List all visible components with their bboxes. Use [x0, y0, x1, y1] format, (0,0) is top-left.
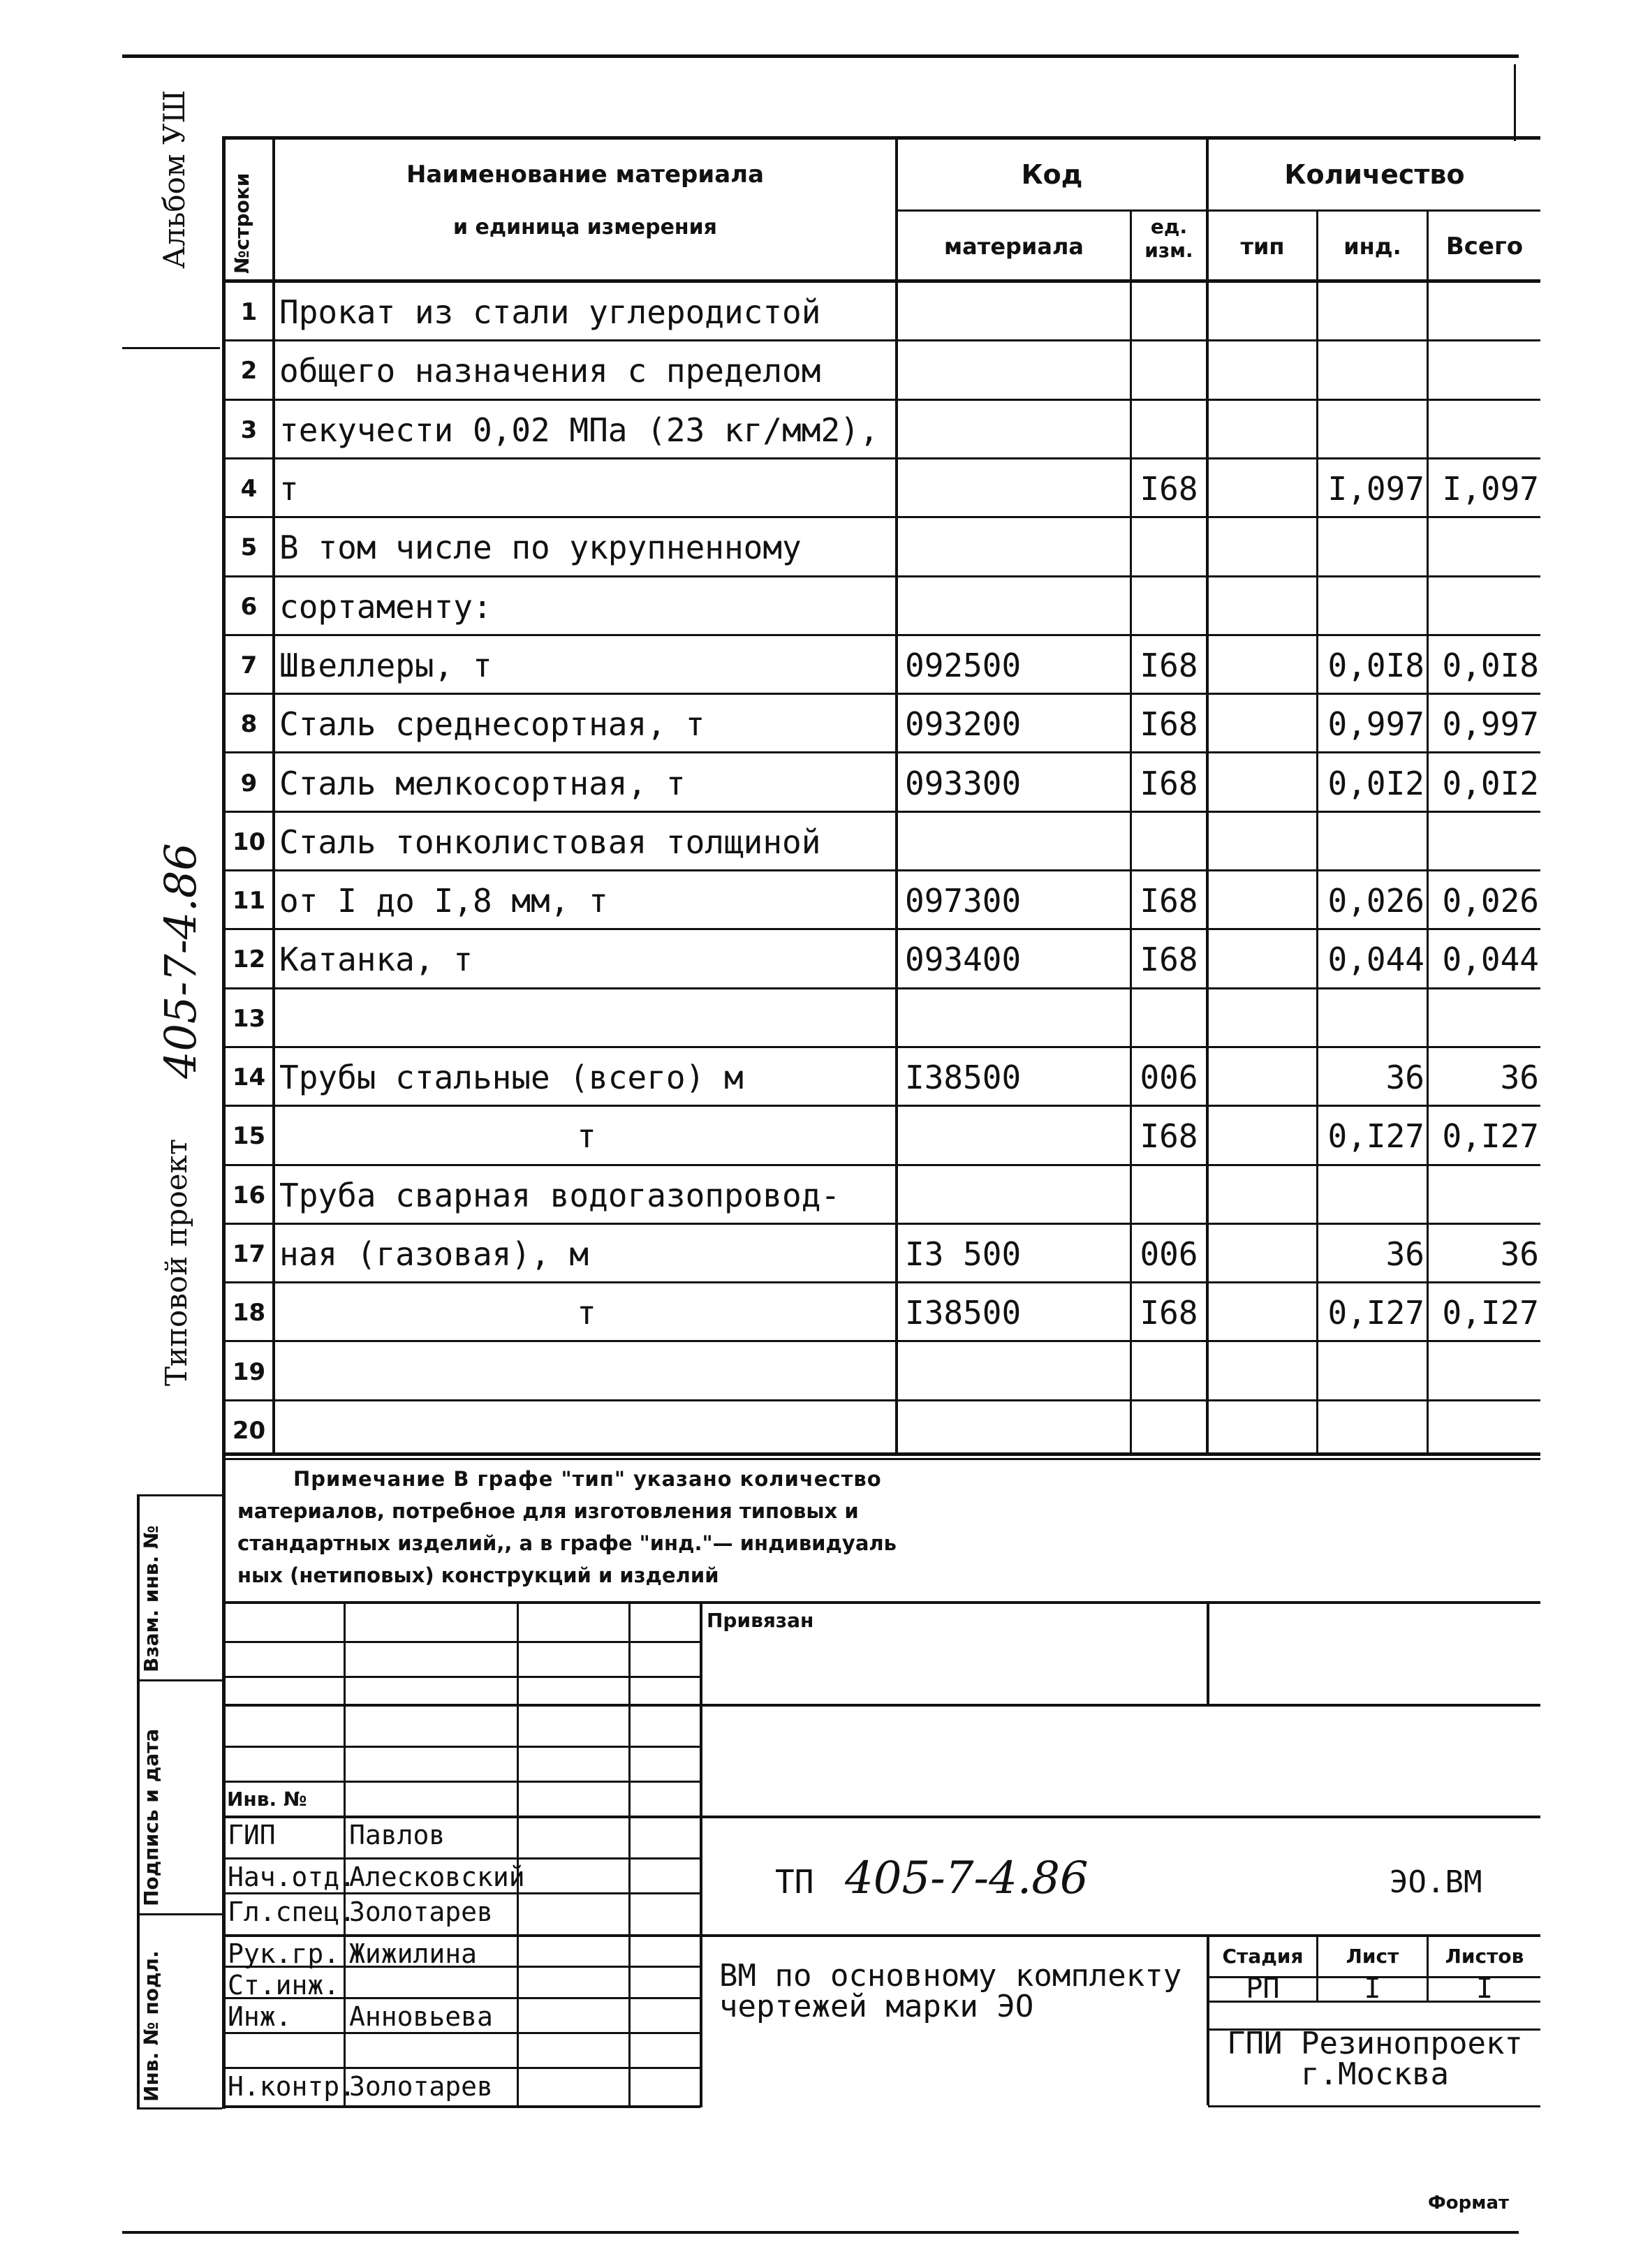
row-ind-cell: [1318, 1166, 1424, 1225]
row-unit-cell: [1132, 341, 1206, 400]
row-code-cell: [905, 518, 1130, 577]
row-ind-cell: I,097: [1327, 470, 1424, 508]
row-unit-cell: I68: [1140, 705, 1198, 744]
row-total-cell: 0,044: [1442, 941, 1539, 979]
row-ind-cell: [1318, 989, 1424, 1048]
row-code-cell: [905, 341, 1130, 400]
code-material-header: материала: [944, 233, 1084, 260]
row-total-cell: [1429, 518, 1539, 577]
row-ind-cell: [1318, 577, 1424, 636]
row-n-cell: 7: [240, 651, 258, 679]
row-name-cell: т: [279, 470, 299, 508]
row-type-cell: [1209, 1048, 1316, 1107]
row-code-cell: [905, 1166, 1130, 1225]
vzam-label: Взам. инв. №: [140, 1525, 163, 1672]
row-code-cell: [905, 813, 1130, 871]
row-total-cell: [1429, 813, 1539, 871]
signature-role: ГИП: [228, 1820, 276, 1850]
row-ind-cell: [1318, 1342, 1424, 1401]
row-name-cell: Сталь среднесортная, т: [279, 705, 705, 744]
name-header-line2: и единица измерения: [453, 214, 717, 240]
project-number-vertical: 405-7-4.86: [155, 843, 206, 1079]
row-ind-cell: 36: [1385, 1235, 1424, 1273]
row-number-header: №строки: [230, 172, 253, 274]
row-type-cell: [1209, 930, 1316, 989]
row-n-cell: 10: [232, 827, 266, 856]
row-unit-cell: I68: [1140, 882, 1198, 920]
row-type-cell: [1209, 459, 1316, 518]
qty-group-header: Количество: [1284, 159, 1465, 190]
row-total-cell: [1429, 577, 1539, 636]
note-line3: стандартных изделий,, а в графе "инд."— индивидуаль: [237, 1531, 897, 1555]
row-code-cell: 093200: [905, 705, 1022, 744]
note: [237, 1463, 897, 1591]
signature-name: Золотарев: [349, 1897, 493, 1927]
row-unit-cell: 006: [1140, 1059, 1198, 1097]
row-unit-cell: I68: [1140, 646, 1198, 684]
signature-name: Алесковский: [349, 1862, 525, 1892]
row-total-cell: 0,0I8: [1442, 646, 1539, 684]
code-group-header: Код: [1021, 159, 1083, 190]
row-unit-cell: [1132, 813, 1206, 871]
row-total-cell: 36: [1500, 1235, 1539, 1273]
signature-name: Анновьева: [349, 2001, 493, 2032]
row-unit-cell: [1132, 1166, 1206, 1225]
row-code-cell: 092500: [905, 646, 1022, 684]
row-code-cell: 097300: [905, 882, 1022, 920]
project-label: Типовой проект: [159, 1138, 193, 1386]
row-name-cell: В том числе по укрупненному: [279, 529, 802, 567]
row-total-cell: [1429, 341, 1539, 400]
row-ind-cell: [1318, 401, 1424, 459]
unit-header: [1132, 215, 1206, 263]
row-type-cell: [1209, 636, 1316, 695]
row-n-cell: 20: [232, 1416, 266, 1445]
row-name-cell: Трубы стальные (всего) м: [279, 1059, 744, 1097]
row-unit-cell: [1132, 518, 1206, 577]
row-n-cell: 1: [240, 298, 258, 327]
qty-ind-header: инд.: [1343, 233, 1401, 260]
row-unit-cell: [1132, 401, 1206, 459]
row-n-cell: 13: [232, 1004, 266, 1033]
row-ind-cell: 36: [1385, 1059, 1424, 1097]
row-type-cell: [1209, 753, 1316, 812]
row-name-cell: сортаменту:: [279, 587, 492, 626]
row-total-cell: 0,0I2: [1442, 764, 1539, 802]
row-unit-cell: I68: [1140, 1294, 1198, 1332]
row-type-cell: [1209, 989, 1316, 1048]
row-n-cell: 9: [240, 769, 258, 797]
org-line1: ГПИ Резинопроект: [1227, 2026, 1523, 2061]
row-ind-cell: 0,026: [1327, 882, 1424, 920]
row-name-cell: Швеллеры, т: [279, 646, 492, 684]
row-name-cell: ная (газовая), м: [279, 1235, 589, 1273]
row-n-cell: 8: [240, 710, 258, 739]
row-ind-cell: 0,0I2: [1327, 764, 1424, 802]
row-total-cell: [1429, 1342, 1539, 1401]
signature-name: Жижилина: [349, 1938, 478, 1969]
row-name-cell: Сталь тонколистовая толщиной: [279, 823, 821, 861]
row-code-cell: I38500: [905, 1294, 1022, 1332]
sheets-label: Листов: [1445, 1944, 1524, 1968]
signature-role: Н.контр.: [228, 2071, 356, 2102]
row-code-cell: 093300: [905, 764, 1022, 802]
row-code-cell: [905, 1107, 1130, 1165]
format-label: Формат: [1428, 2193, 1510, 2214]
row-type-cell: [1209, 695, 1316, 753]
row-total-cell: [1429, 989, 1539, 1048]
row-total-cell: 36: [1500, 1059, 1539, 1097]
row-name-cell: т: [577, 1294, 596, 1332]
row-ind-cell: 0,I27: [1327, 1117, 1424, 1156]
row-name-cell: т: [577, 1117, 596, 1156]
row-total-cell: I,097: [1442, 470, 1539, 508]
row-ind-cell: 0,I27: [1327, 1294, 1424, 1332]
organization: [1209, 2028, 1540, 2090]
row-name-cell: Прокат из стали углеродистой: [279, 293, 821, 332]
row-code-cell: [905, 459, 1130, 518]
row-type-cell: [1209, 1342, 1316, 1401]
row-n-cell: 17: [232, 1239, 266, 1268]
doc-code: ТП: [775, 1863, 814, 1901]
row-code-cell: [905, 1342, 1130, 1401]
row-name-cell: общего назначения с пределом: [279, 352, 821, 390]
row-ind-cell: [1318, 341, 1424, 400]
row-ind-cell: 0,0I8: [1327, 646, 1424, 684]
qty-total-header: Всего: [1445, 232, 1524, 260]
row-unit-cell: I68: [1140, 764, 1198, 802]
row-ind-cell: [1318, 1401, 1424, 1460]
row-name-cell: Катанка, т: [279, 941, 473, 979]
signature-role: Инж.: [228, 2001, 292, 2032]
row-code-cell: I38500: [905, 1059, 1022, 1097]
row-name-cell: [279, 1401, 894, 1460]
row-ind-cell: [1318, 813, 1424, 871]
row-type-cell: [1209, 341, 1316, 400]
row-code-cell: [905, 401, 1130, 459]
row-total-cell: 0,026: [1442, 882, 1539, 920]
doc-title-line2: чертежей марки ЭО: [719, 1989, 1034, 2024]
row-type-cell: [1209, 871, 1316, 930]
doc-number: 405-7-4.86: [845, 1853, 1089, 1904]
org-line2: г.Москва: [1301, 2056, 1449, 2092]
inv-no-label: Инв. №: [227, 1787, 307, 1811]
sheet-label: Лист: [1346, 1944, 1399, 1968]
row-n-cell: 16: [232, 1181, 266, 1209]
row-name-cell: текучести 0,02 МПа (23 кг/мм2),: [279, 411, 879, 449]
qty-type-header: тип: [1240, 233, 1285, 260]
row-type-cell: [1209, 813, 1316, 871]
signature-role: Рук.гр.: [228, 1938, 340, 1969]
row-n-cell: 14: [232, 1063, 266, 1092]
row-total-cell: 0,I27: [1442, 1294, 1539, 1332]
stage-value: РП: [1246, 1973, 1280, 2005]
album-label: Альбом УШ: [157, 89, 191, 269]
row-unit-cell: I68: [1140, 470, 1198, 508]
row-n-cell: 2: [240, 357, 258, 385]
row-ind-cell: [1318, 283, 1424, 341]
row-type-cell: [1209, 283, 1316, 341]
row-name-cell: от I до I,8 мм, т: [279, 882, 608, 920]
row-unit-cell: [1132, 989, 1206, 1048]
row-ind-cell: 0,997: [1327, 705, 1424, 744]
signature-name: Павлов: [349, 1820, 445, 1850]
row-type-cell: [1209, 401, 1316, 459]
row-ind-cell: 0,044: [1327, 941, 1424, 979]
row-code-cell: [905, 989, 1130, 1048]
row-total-cell: [1429, 283, 1539, 341]
row-code-cell: 093400: [905, 941, 1022, 979]
row-type-cell: [1209, 1107, 1316, 1165]
row-name-cell: Труба сварная водогазопровод-: [279, 1176, 841, 1214]
row-unit-cell: I68: [1140, 941, 1198, 979]
row-type-cell: [1209, 577, 1316, 636]
doc-title-line1: ВМ по основному комплекту: [719, 1958, 1182, 1994]
row-name-cell: [279, 1342, 894, 1401]
row-total-cell: [1429, 1401, 1539, 1460]
row-type-cell: [1209, 518, 1316, 577]
row-total-cell: [1429, 401, 1539, 459]
row-name-cell: Сталь мелкосортная, т: [279, 764, 686, 802]
sheets-value: I: [1475, 1973, 1494, 2005]
note-line4: ных (нетиповых) конструкций и изделий: [237, 1563, 719, 1587]
row-unit-cell: [1132, 1401, 1206, 1460]
note-line1: Примечание В графе "тип" указано количество: [293, 1467, 882, 1491]
row-type-cell: [1209, 1166, 1316, 1225]
row-n-cell: 18: [232, 1299, 266, 1327]
row-total-cell: 0,I27: [1442, 1117, 1539, 1156]
row-n-cell: 4: [240, 475, 258, 503]
row-unit-cell: 006: [1140, 1235, 1198, 1273]
row-ind-cell: [1318, 518, 1424, 577]
row-n-cell: 15: [232, 1122, 266, 1151]
row-divider: [222, 1458, 1540, 1460]
unit-header-line1: ед.: [1150, 215, 1188, 238]
row-n-cell: 19: [232, 1357, 266, 1386]
row-n-cell: 3: [240, 415, 258, 444]
row-n-cell: 12: [232, 945, 266, 974]
row-unit-cell: I68: [1140, 1117, 1198, 1156]
row-type-cell: [1209, 1401, 1316, 1460]
row-n-cell: 5: [240, 533, 258, 562]
stage-label: Стадия: [1222, 1944, 1304, 1968]
doc-title: [719, 1958, 1182, 2024]
row-code-cell: [905, 577, 1130, 636]
row-total-cell: [1429, 1166, 1539, 1225]
row-code-cell: [905, 283, 1130, 341]
inv-podl-label: Инв. № подл.: [140, 1950, 163, 2102]
name-header-line1: Наименование материала: [406, 161, 765, 189]
row-unit-cell: [1132, 577, 1206, 636]
row-total-cell: 0,997: [1442, 705, 1539, 744]
signature-role: Ст.инж.: [228, 1970, 340, 2001]
row-type-cell: [1209, 1283, 1316, 1342]
signature-role: Гл.спец.: [228, 1897, 356, 1927]
note-line2: материалов, потребное для изготовления типовых и: [237, 1499, 859, 1523]
podpis-label: Подпись и дата: [140, 1728, 163, 1906]
row-n-cell: 11: [232, 887, 266, 915]
unit-header-line2: изм.: [1144, 239, 1193, 262]
row-code-cell: I3 500: [905, 1235, 1022, 1273]
signature-name: Золотарев: [349, 2071, 493, 2102]
row-code-cell: [905, 1401, 1130, 1460]
signature-role: Нач.отд.: [228, 1862, 356, 1892]
doc-mark: ЭО.ВМ: [1390, 1864, 1482, 1900]
row-unit-cell: [1132, 283, 1206, 341]
sheet-value: I: [1364, 1973, 1381, 2005]
row-type-cell: [1209, 1225, 1316, 1283]
row-n-cell: 6: [240, 592, 258, 621]
row-name-cell: [279, 989, 894, 1048]
row-unit-cell: [1132, 1342, 1206, 1401]
privyazan-label: Привязан: [707, 1608, 814, 1632]
